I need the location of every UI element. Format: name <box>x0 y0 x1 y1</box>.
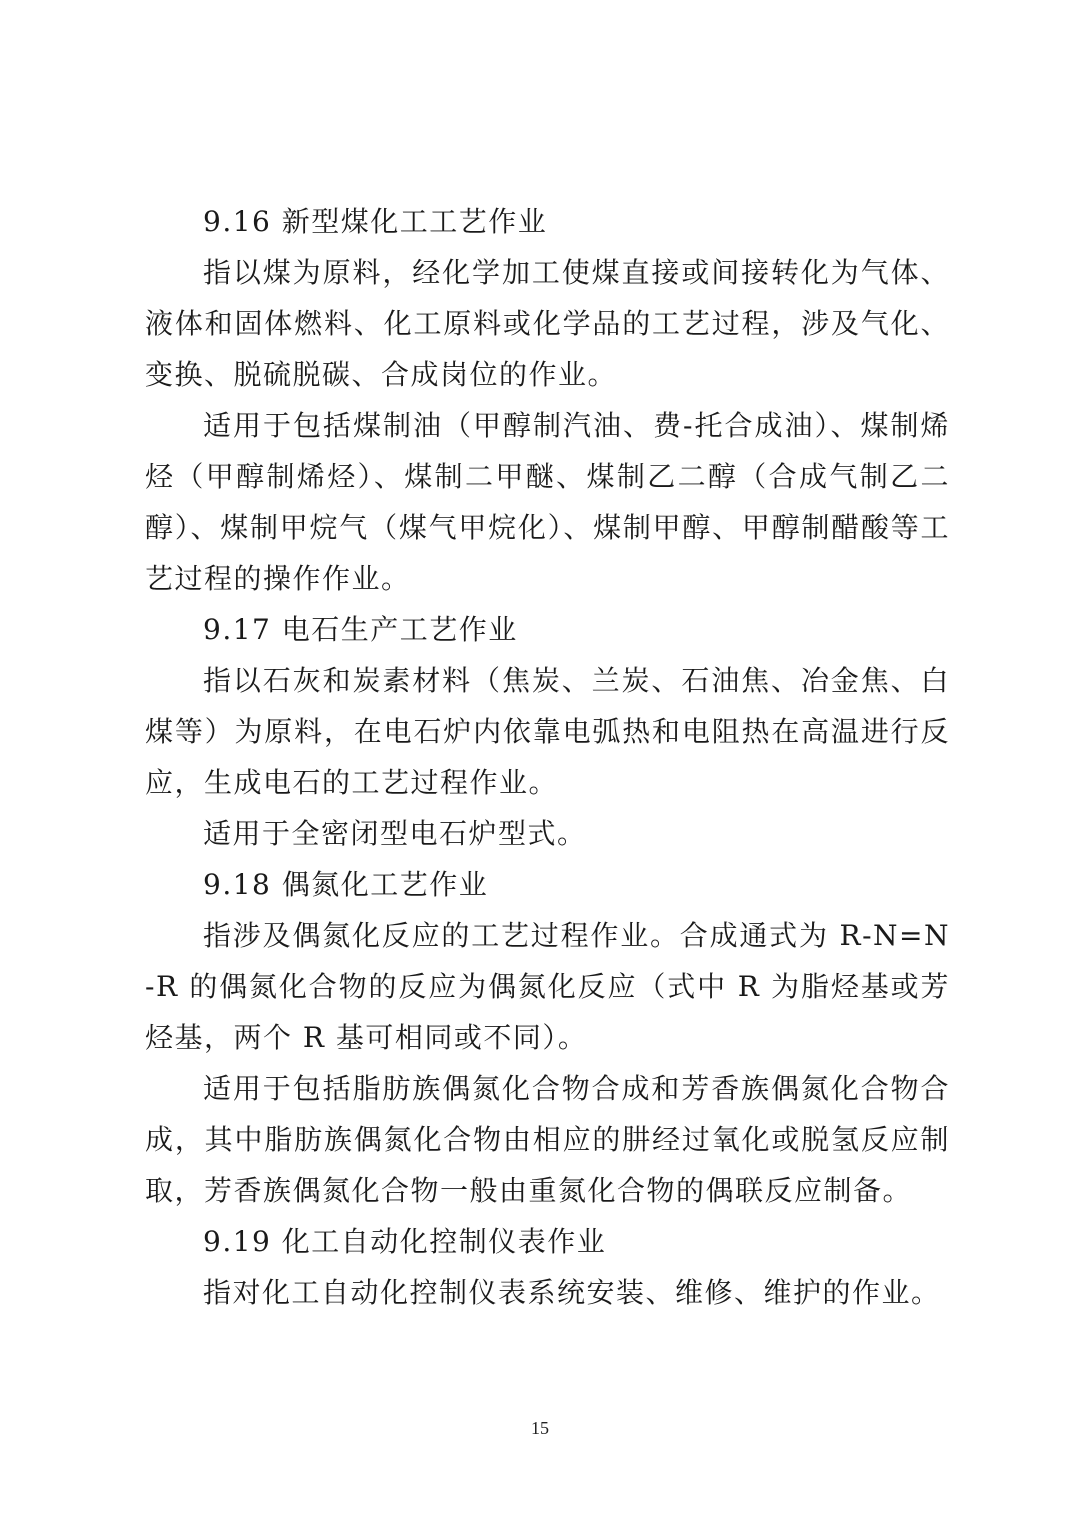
section-heading-9-18: 9.18 偶氮化工艺作业 <box>203 868 489 901</box>
section-9-19-paragraph-1: 指对化工自动化控制仪表系统安装、维修、维护的作业。 <box>203 1276 941 1309</box>
page-number: 15 <box>531 1418 549 1438</box>
document-body <box>145 196 950 1318</box>
section-9-17-paragraph-1: 指以石灰和炭素材料（焦炭、兰炭、石油焦、冶金焦、白煤等）为原料，在电石炉内依靠电弧热和电阻热在高温进行反应，生成电石的工艺过程作业。 <box>145 664 950 799</box>
section-9-18-paragraph-2: 适用于包括脂肪族偶氮化合物合成和芳香族偶氮化合物合成，其中脂肪族偶氮化合物由相应的肼经过氧化或脱氢反应制取，芳香族偶氮化合物一般由重氮化合物的偶联反应制备。 <box>145 1072 950 1207</box>
section-heading-9-19: 9.19 化工自动化控制仪表作业 <box>203 1225 607 1258</box>
section-9-16-paragraph-2: 适用于包括煤制油（甲醇制汽油、费-托合成油）、煤制烯烃（甲醇制烯烃）、煤制二甲醚、煤制乙二醇（合成气制乙二醇）、煤制甲烷气（煤气甲烷化）、煤制甲醇、甲醇制醋酸等工艺过程的操作作业。 <box>145 409 950 595</box>
section-9-17-paragraph-2: 适用于全密闭型电石炉型式。 <box>203 817 587 850</box>
section-heading-9-16: 9.16 新型煤化工工艺作业 <box>203 205 548 238</box>
section-9-18-paragraph-1: 指涉及偶氮化反应的工艺过程作业。合成通式为 R-N=N-R 的偶氮化合物的反应为偶氮化反应（式中 R 为脂烃基或芳烃基，两个 R 基可相同或不同）。 <box>145 919 950 1054</box>
section-heading-9-17: 9.17 电石生产工艺作业 <box>203 613 518 646</box>
section-9-16-paragraph-1: 指以煤为原料，经化学加工使煤直接或间接转化为气体、液体和固体燃料、化工原料或化学品的工艺过程，涉及气化、变换、脱硫脱碳、合成岗位的作业。 <box>145 256 950 391</box>
